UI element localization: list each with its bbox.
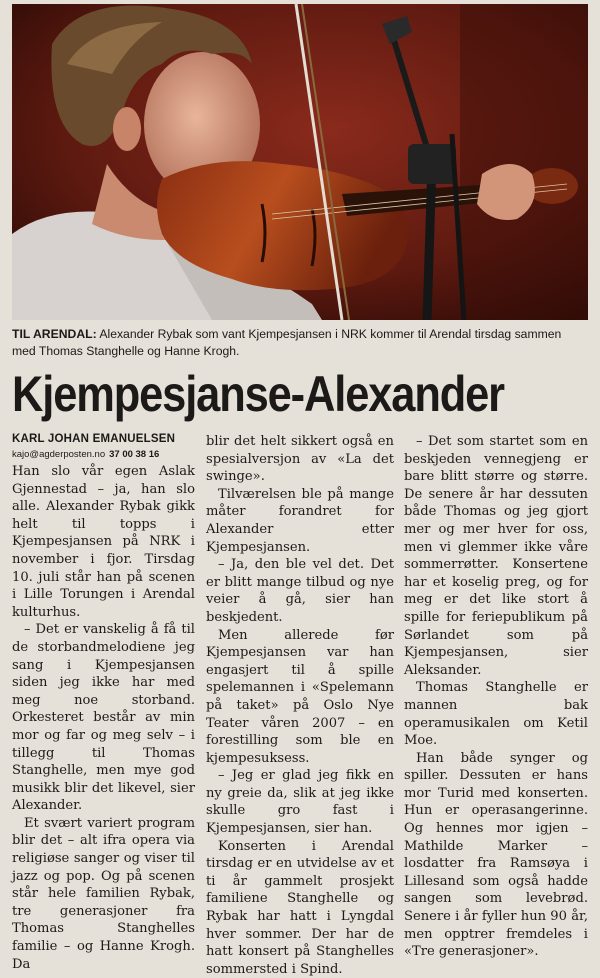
byline-contact bbox=[12, 449, 195, 460]
photo-caption bbox=[12, 326, 588, 360]
article-photo bbox=[12, 4, 588, 320]
paragraph: Han slo vår egen Aslak Gjennestad – ja, han slo alle. Alexander Rybak gikk helt til topps i Kjempesjansen på NRK i november i fjor. Tirsdag 10. juli står han på scenen i Lille Torungen i Arendal kulturhus. bbox=[12, 464, 195, 620]
paragraph: – Det som startet som en beskjeden vennegjeng er bare blitt større og større. De senere år har dessuten både Thomas og jeg gjort mer og mer hver for oss, men vi glemmer ikke våre sommerrøtter. Konsertene har et koselig preg, og for meg er det like stort å spille for feriepublikum på Sørlandet som på Kjempesjansen, sier Aleksander. bbox=[404, 434, 588, 678]
paragraph: – Det er vanskelig å få til de storbandmelodiene jeg sang i Kjempesjansen siden jeg ikke har med meg noe storband. Orkesteret består av min mor og far og meg selv – i tillegg til Thomas Stanghelle, men mye god musikk blir det likevel, sier Alexander. bbox=[12, 622, 195, 814]
paragraph: Men allerede før Kjempesjansen var han engasjert til å spille spelemannen i «Spelemann på taket» på Oslo Nye Teater våren 2007 – en forestilling som ble en kjempesuksess. bbox=[206, 627, 394, 766]
caption-text: Alexander Rybak som vant Kjempesjansen i NRK kommer til Arendal tirsdag sammen med Thomas Stanghelle og Hanne Krogh. bbox=[12, 327, 562, 358]
article-column-2 bbox=[206, 433, 394, 978]
article-column-3 bbox=[404, 433, 588, 961]
violinist-photo bbox=[12, 4, 588, 320]
headline: Kjempesjanse-Alexander bbox=[12, 365, 504, 422]
byline-email: kajo@agderposten.no bbox=[12, 449, 106, 460]
paragraph: Tilværelsen ble på mange måter forandret for Alexander etter Kjempesjansen. bbox=[206, 486, 394, 555]
paragraph: – Ja, den ble vel det. Det er blitt mange tilbud og nye veier å gå, sier han beskjedent. bbox=[206, 557, 394, 625]
paragraph: Et svært variert program blir det – alt ifra opera via religiøse sanger og viser til jazz og pop. Og på scenen står hele familien Rybak, tre generasjoner fra Thomas Stanghelles familie – og Hanne Krogh. Da bbox=[12, 815, 195, 972]
paragraph: blir det helt sikkert også en spesialversjon av «La det swinge». bbox=[206, 434, 394, 485]
paragraph: Konserten i Arendal tirsdag er en utvidelse av et ti år gammelt prosjekt familiene Stanghelle og Rybak har hatt i Lyngdal hver sommer. Der har de hatt konsert på Stanghelles sommersted i Spind. bbox=[206, 838, 394, 977]
caption-label: TIL ARENDAL: bbox=[12, 327, 97, 341]
article-column-1 bbox=[12, 463, 195, 973]
byline-phone: 37 00 38 16 bbox=[109, 449, 160, 460]
byline-author: KARL JOHAN EMANUELSEN bbox=[12, 433, 176, 445]
paragraph: Han både synger og spiller. Dessuten er hans mor Turid med konserten. Hun er operasangerinne. Og hennes mor igjen – Mathilde Marker – losdatter fra Ramsøya i Lillesand som også hadde sangen som levebrød. Senere i år fyller hun 90 år, men opptrer fremdeles i «Tre generasjoner». bbox=[404, 750, 588, 960]
paragraph: – Jeg er glad jeg fikk en ny greie da, slik at jeg ikke skulle gro fast i Kjempesjansen, sier han. bbox=[206, 768, 394, 837]
paragraph: Thomas Stanghelle er mannen bak operamusikalen om Ketil Moe. bbox=[404, 680, 588, 749]
